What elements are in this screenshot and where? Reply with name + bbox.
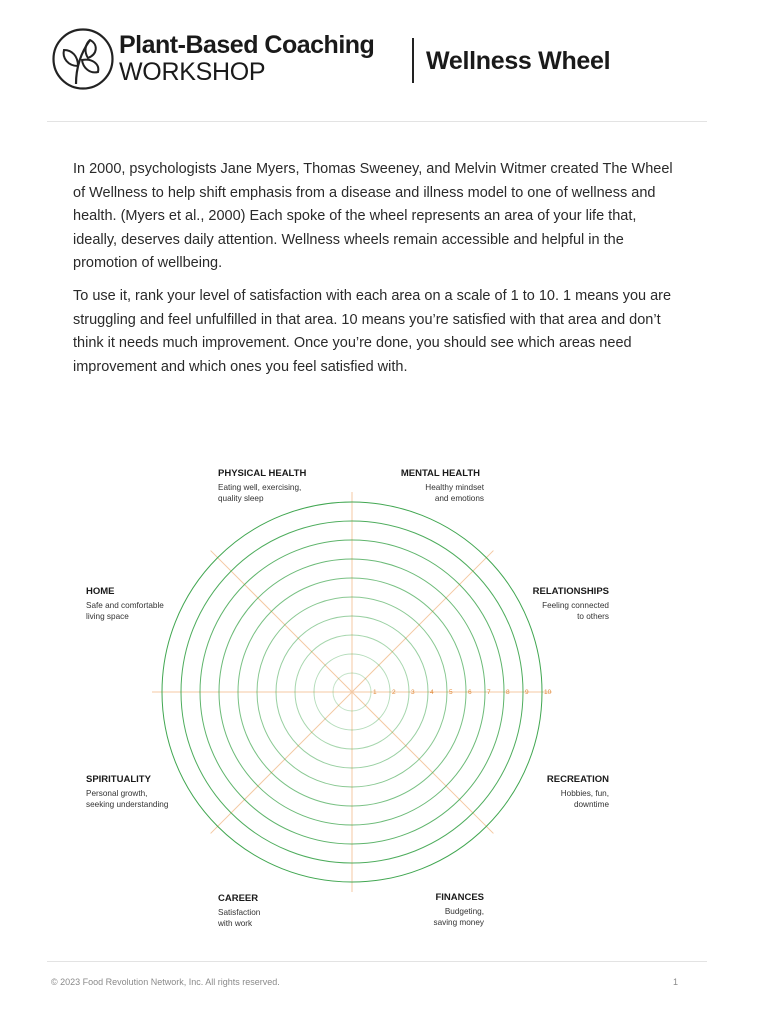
- header-divider: [412, 38, 414, 83]
- area-spirituality-title: SPIRITUALITY: [86, 774, 151, 785]
- area-desc-line: to others: [577, 612, 609, 621]
- area-recreation-desc: [489, 788, 609, 810]
- area-mental-health-desc: [364, 482, 484, 504]
- wheel-spoke: [211, 692, 352, 833]
- wheel-spoke: [352, 551, 493, 692]
- scale-label: 2: [392, 689, 396, 696]
- brand-subtitle: WORKSHOP: [119, 58, 266, 86]
- footer-copyright: © 2023 Food Revolution Network, Inc. All rights reserved.: [51, 977, 280, 987]
- intro-text: [73, 158, 683, 388]
- scale-label: 7: [487, 689, 491, 696]
- area-physical-health-desc: [218, 482, 338, 504]
- area-finances-desc: [364, 906, 484, 928]
- scale-label: 4: [430, 689, 434, 696]
- area-desc-line: with work: [218, 919, 253, 928]
- area-desc-line: Healthy mindset: [425, 483, 484, 492]
- scale-label: 8: [506, 689, 510, 696]
- area-career-title: CAREER: [218, 893, 259, 904]
- wheel-graphic[interactable]: [0, 440, 768, 940]
- header-rule: [47, 121, 707, 122]
- scale-label: 10: [544, 689, 552, 696]
- area-mental-health-title: MENTAL HEALTH: [400, 468, 480, 479]
- area-recreation-title: RECREATION: [546, 774, 609, 785]
- page-header: [0, 0, 768, 122]
- area-desc-line: living space: [86, 612, 129, 621]
- area-desc-line: Satisfaction: [218, 908, 261, 917]
- area-career-desc: [218, 907, 338, 929]
- scale-label: 6: [468, 689, 472, 696]
- scale-label: 9: [525, 689, 529, 696]
- area-finances-title: FINANCES: [435, 892, 484, 903]
- area-desc-line: Hobbies, fun,: [560, 789, 609, 798]
- brand-name: Plant-Based Coaching: [119, 31, 375, 59]
- area-desc-line: Budgeting,: [444, 907, 484, 916]
- area-home-title: HOME: [86, 586, 115, 597]
- scale-label: 5: [449, 689, 453, 696]
- area-home-desc: [86, 600, 206, 622]
- page-title: Wellness Wheel: [426, 47, 611, 75]
- scale-label: 1: [373, 689, 377, 696]
- wheel-spoke: [211, 551, 352, 692]
- page-number: 1: [673, 977, 679, 987]
- intro-paragraph-2: To use it, rank your level of satisfaction with each area on a scale of 1 to 10. 1 means you are struggling and feel unfulfilled in that area. 10 means you’re satisfied with that area and don’t think it needs much improvement. Once you’re done, you should see which areas need improvement and which ones you feel satisfied with.: [73, 287, 672, 375]
- leaf-logo-icon: [52, 28, 114, 90]
- intro-paragraph-1: In 2000, psychologists Jane Myers, Thomas Sweeney, and Melvin Witmer created The Wheel of Wellness to help shift emphasis from a disease and illness model to one of wellness and health. (Myers et al., 2000) Each spoke of the wheel represents an area of your life that, ideally, deserves daily attention. Wellness wheels remain accessible and helpful in the promotion of wellbeing.: [73, 161, 673, 272]
- area-relationships-title: RELATIONSHIPS: [532, 586, 609, 597]
- wheel-spoke: [352, 692, 493, 833]
- area-desc-line: quality sleep: [218, 494, 264, 503]
- area-desc-line: saving money: [433, 918, 484, 927]
- area-desc-line: seeking understanding: [86, 800, 169, 809]
- footer-rule: [47, 961, 707, 962]
- area-physical-health-title: PHYSICAL HEALTH: [218, 468, 307, 479]
- area-desc-line: Feeling connected: [542, 601, 609, 610]
- area-spirituality-desc: [86, 788, 206, 810]
- area-relationships-desc: [489, 600, 609, 622]
- area-desc-line: downtime: [573, 800, 609, 809]
- area-desc-line: Personal growth,: [86, 789, 148, 798]
- scale-label: 3: [411, 689, 415, 696]
- area-desc-line: Safe and comfortable: [86, 601, 164, 610]
- area-desc-line: and emotions: [434, 494, 484, 503]
- wellness-wheel: [0, 440, 768, 940]
- area-desc-line: Eating well, exercising,: [218, 483, 302, 492]
